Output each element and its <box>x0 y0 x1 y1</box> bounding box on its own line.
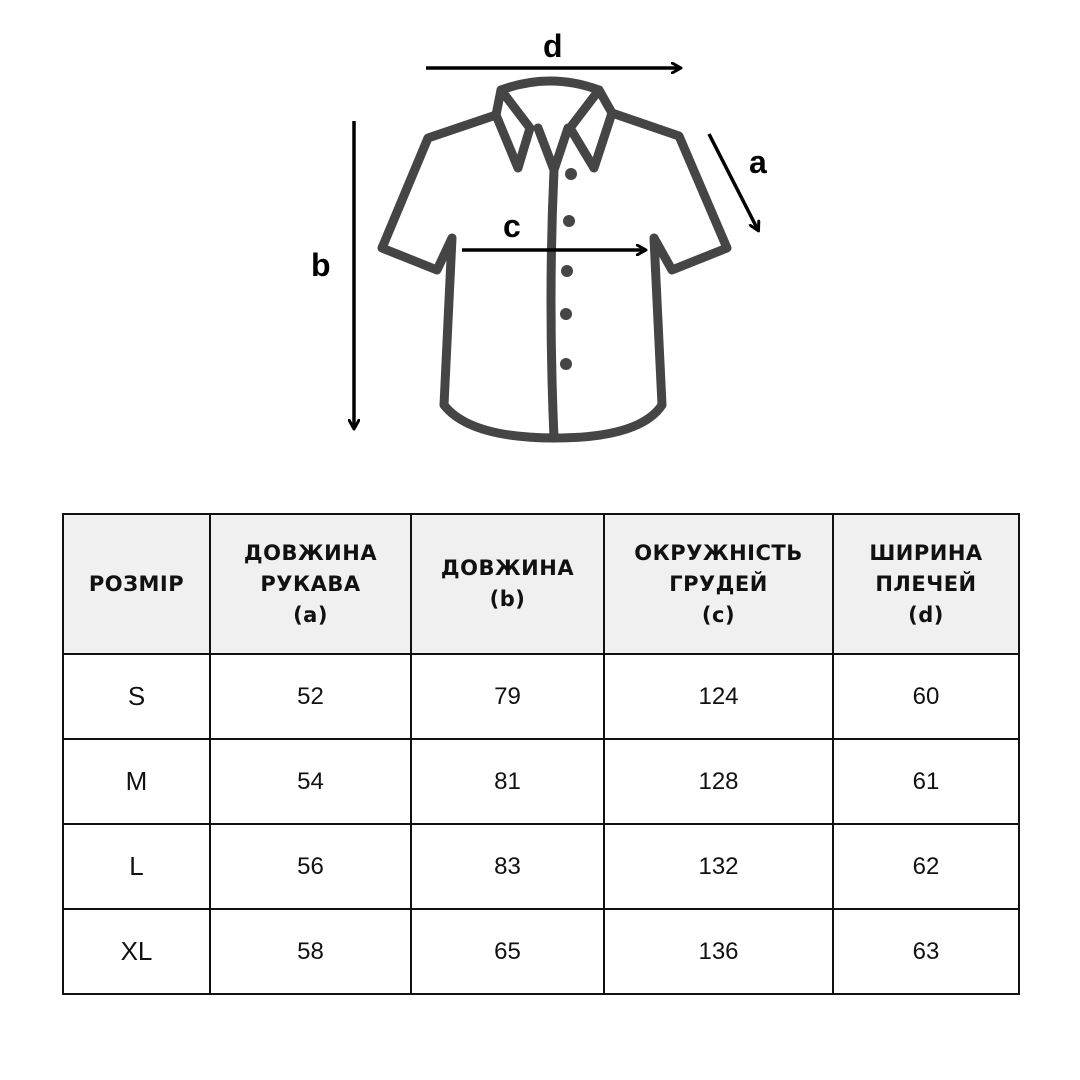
shirt-collar-left <box>496 90 530 168</box>
label-a: a <box>749 144 767 180</box>
shirt-collar-band <box>501 81 599 90</box>
header-shoulder-width <box>833 514 1019 654</box>
header-line: ДОВЖИНА <box>243 540 378 565</box>
header-line: РУКАВА <box>260 571 361 596</box>
cell-sleeve-length: 54 <box>210 739 411 824</box>
table-row <box>63 909 1019 994</box>
cell-shoulder: 60 <box>833 654 1019 739</box>
shirt-button <box>565 168 577 180</box>
header-line: РОЗМІР <box>88 571 185 596</box>
cell-chest: 124 <box>604 654 833 739</box>
shirt-button <box>561 265 573 277</box>
header-line: (a) <box>293 602 328 627</box>
cell-size: XL <box>63 909 210 994</box>
cell-chest: 132 <box>604 824 833 909</box>
header-size <box>63 514 210 654</box>
table-row <box>63 739 1019 824</box>
header-line: ОКРУЖНІСТЬ <box>634 540 803 565</box>
cell-sleeve-length: 56 <box>210 824 411 909</box>
cell-length: 65 <box>411 909 604 994</box>
cell-length: 81 <box>411 739 604 824</box>
shirt-collar-right <box>570 90 612 168</box>
header-line: ШИРИНА <box>869 540 983 565</box>
table-row <box>63 824 1019 909</box>
size-chart-table <box>62 513 1020 995</box>
cell-shoulder: 62 <box>833 824 1019 909</box>
shirt-button <box>563 215 575 227</box>
header-line: ПЛЕЧЕЙ <box>875 571 977 596</box>
header-line: (c) <box>701 602 736 627</box>
label-b: b <box>311 247 331 283</box>
header-chest-circumference <box>604 514 833 654</box>
cell-chest: 136 <box>604 909 833 994</box>
header-sleeve-length <box>210 514 411 654</box>
header-line: (b) <box>489 587 526 611</box>
shirt-measurement-diagram <box>0 0 1080 470</box>
cell-chest: 128 <box>604 739 833 824</box>
cell-shoulder: 61 <box>833 739 1019 824</box>
shirt-diagram-svg <box>0 0 1080 470</box>
shirt-placket-neck <box>538 128 568 170</box>
cell-size: L <box>63 824 210 909</box>
header-length <box>411 514 604 654</box>
shirt-placket <box>551 170 554 438</box>
label-d: d <box>543 28 563 64</box>
label-c: c <box>503 208 521 244</box>
cell-length: 83 <box>411 824 604 909</box>
table-header-row <box>63 514 1019 654</box>
header-line: ГРУДЕЙ <box>669 571 768 596</box>
header-line: ДОВЖИНА <box>440 556 575 580</box>
cell-size: S <box>63 654 210 739</box>
header-line: (d) <box>908 602 944 627</box>
shirt-button <box>560 308 572 320</box>
shirt-buttons <box>560 168 577 370</box>
cell-size: M <box>63 739 210 824</box>
shirt-button <box>560 358 572 370</box>
shirt-outline <box>382 81 727 438</box>
cell-length: 79 <box>411 654 604 739</box>
cell-sleeve-length: 52 <box>210 654 411 739</box>
table-row <box>63 654 1019 739</box>
cell-shoulder: 63 <box>833 909 1019 994</box>
cell-sleeve-length: 58 <box>210 909 411 994</box>
